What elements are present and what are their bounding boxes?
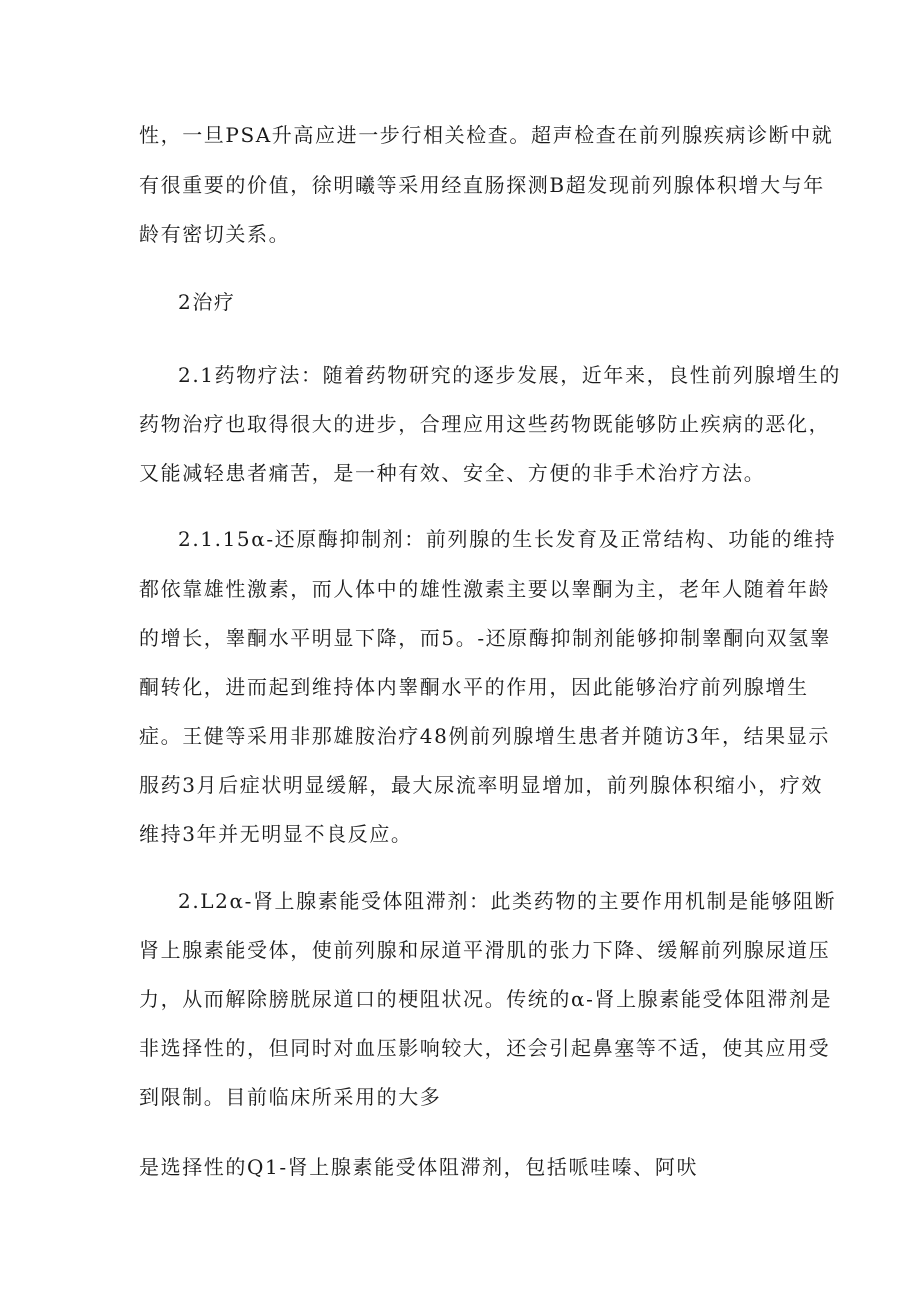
paragraph-line: 到限制。目前临床所采用的大多 (139, 1085, 442, 1109)
section-heading-2: 2治疗 (178, 290, 236, 314)
paragraph-line: 维持3年并无明显不良反应。 (139, 822, 413, 846)
paragraph-line: 酮转化，进而起到维持体内睾酮水平的作用，因此能够治疗前列腺增生 (139, 675, 809, 699)
paragraph-line: 非选择性的，但同时对血压影响较大，还会引起鼻塞等不适，使其应用受 (139, 1036, 831, 1060)
paragraph-line: 服药3月后症状明显缓解，最大尿流率明显增加，前列腺体积缩小，疗效 (139, 773, 823, 797)
paragraph-line: 又能减轻患者痛苦，是一种有效、安全、方便的非手术治疗方法。 (139, 461, 766, 485)
paragraph-line: 是选择性的Q1-肾上腺素能受体阻滞剂，包括哌哇嗪、阿吠 (139, 1155, 699, 1179)
paragraph-line: 2.L2α-肾上腺素能受体阻滞剂：此类药物的主要作用机制是能够阻断 (178, 889, 837, 913)
paragraph-line: 有很重要的价值，徐明曦等采用经直肠探测B超发现前列腺体积增大与年 (139, 173, 825, 197)
paragraph-line: 性，一旦PSA升高应进一步行相关检查。超声检查在前列腺疾病诊断中就 (139, 123, 834, 147)
paragraph-line: 症。王健等采用非那雄胺治疗48例前列腺增生患者并随访3年，结果显示 (139, 724, 830, 748)
paragraph-line: 肾上腺素能受体，使前列腺和尿道平滑肌的张力下降、缓解前列腺尿道压 (139, 938, 831, 962)
paragraph-line: 药物治疗也取得很大的进步，合理应用这些药物既能够防止疾病的恶化， (139, 412, 831, 436)
paragraph-line: 龄有密切关系。 (139, 222, 291, 246)
paragraph-line: 力，从而解除膀胱尿道口的梗阻状况。传统的α-肾上腺素能受体阻滞剂是 (139, 987, 833, 1011)
paragraph-line: 都依靠雄性激素，而人体中的雄性激素主要以睾酮为主，老年人随着年龄 (139, 577, 831, 601)
paragraph-line: 2.1药物疗法：随着药物研究的逐步发展，近年来，良性前列腺增生的 (178, 363, 842, 387)
paragraph-line: 的增长，睾酮水平明显下降，而5。-还原酶抑制剂能够抑制睾酮向双氢睾 (139, 626, 832, 650)
paragraph-line: 2.1.15α-还原酶抑制剂：前列腺的生长发育及正常结构、功能的维持 (178, 527, 837, 551)
